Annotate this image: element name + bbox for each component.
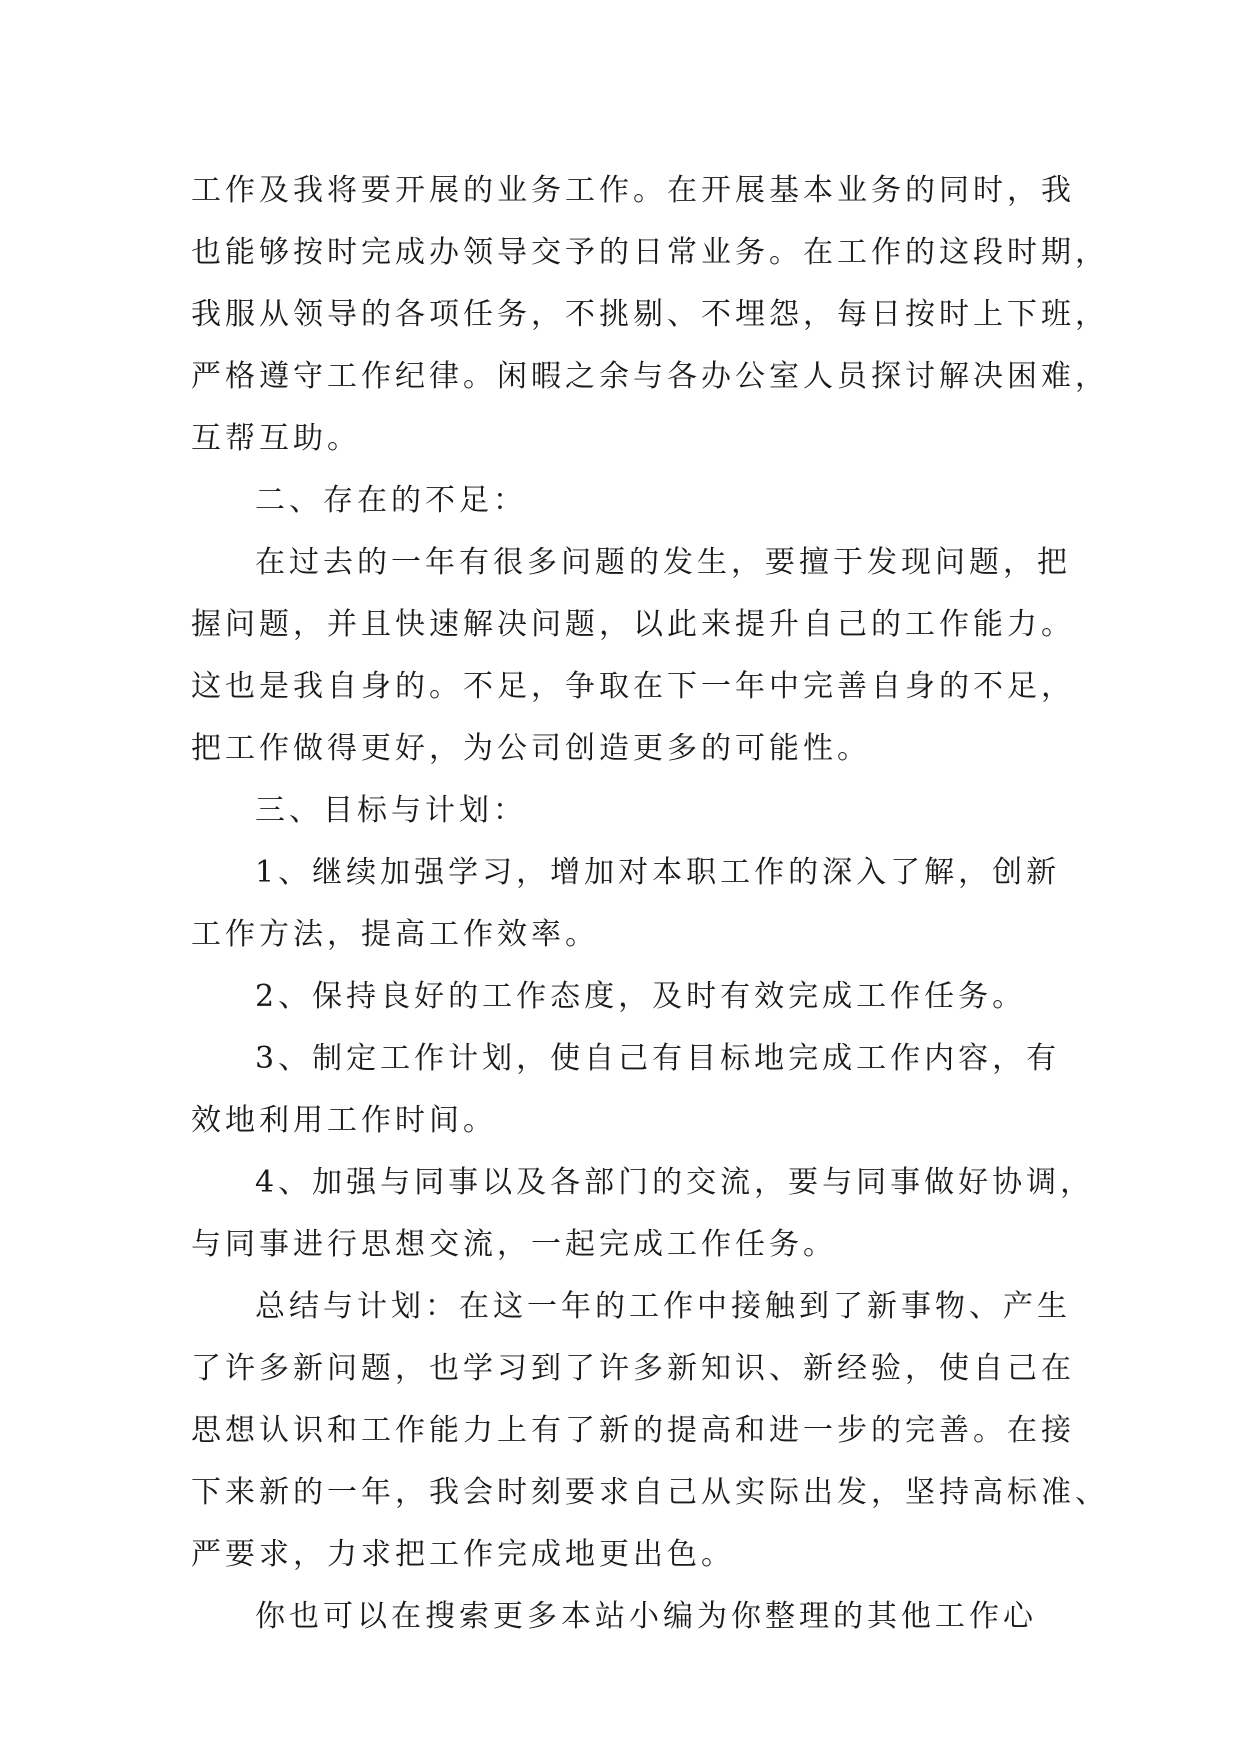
text-line: 你也可以在搜索更多本站小编为你整理的其他工作心 <box>255 1599 1037 1634</box>
text-line: 了许多新问题，也学习到了许多新知识、新经验，使自己在 <box>191 1351 1075 1386</box>
list-item: 4、加强与同事以及各部门的交流，要与同事做好协调， <box>255 1165 1095 1200</box>
section-heading: 二、存在的不足： <box>255 483 527 518</box>
text-line: 严要求，力求把工作完成地更出色。 <box>191 1537 735 1572</box>
text-line: 我服从领导的各项任务，不挑剔、不埋怨，每日按时上下班， <box>191 297 1109 332</box>
text-line: 工作及我将要开展的业务工作。在开展基本业务的同时，我 <box>191 173 1075 208</box>
text-line: 工作方法，提高工作效率。 <box>191 917 599 952</box>
list-item: 1、继续加强学习，增加对本职工作的深入了解，创新 <box>255 855 1061 890</box>
text-line: 把工作做得更好，为公司创造更多的可能性。 <box>191 731 871 766</box>
text-line: 握问题，并且快速解决问题，以此来提升自己的工作能力。 <box>191 607 1075 642</box>
text-line: 互帮互助。 <box>191 421 361 456</box>
text-line: 与同事进行思想交流，一起完成工作任务。 <box>191 1227 837 1262</box>
document-body <box>191 160 1109 1648</box>
text-line: 也能够按时完成办领导交予的日常业务。在工作的这段时期， <box>191 235 1109 270</box>
text-line: 下来新的一年，我会时刻要求自己从实际出发，坚持高标准、 <box>191 1475 1109 1510</box>
text-line: 严格遵守工作纪律。闲暇之余与各办公室人员探讨解决困难， <box>191 359 1109 394</box>
text-line: 这也是我自身的。不足，争取在下一年中完善自身的不足， <box>191 669 1075 704</box>
list-item: 3、制定工作计划，使自己有目标地完成工作内容，有 <box>255 1041 1061 1076</box>
list-item: 2、保持良好的工作态度，及时有效完成工作任务。 <box>255 979 1027 1014</box>
text-line: 效地利用工作时间。 <box>191 1103 497 1138</box>
text-line: 在过去的一年有很多问题的发生，要擅于发现问题，把 <box>255 545 1071 580</box>
section-heading: 三、目标与计划： <box>255 793 527 828</box>
summary-paragraph: 总结与计划：在这一年的工作中接触到了新事物、产生 <box>255 1289 1071 1324</box>
text-line: 思想认识和工作能力上有了新的提高和进一步的完善。在接 <box>191 1413 1075 1448</box>
